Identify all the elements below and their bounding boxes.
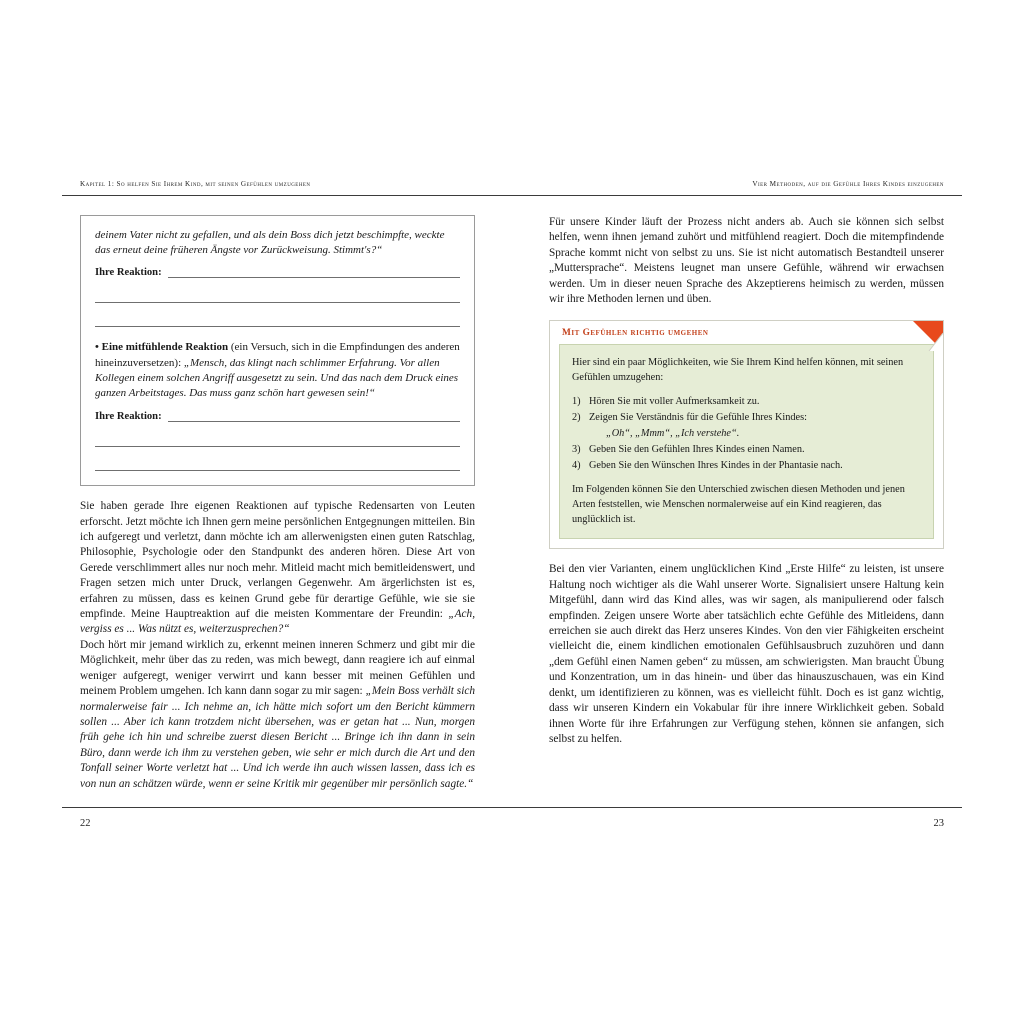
exercise-box <box>80 215 475 486</box>
right-page-column <box>549 215 944 747</box>
bullet-description: (ein Versuch, sich in die Empfindungen des anderen hineinzuversetzen): <box>95 341 460 369</box>
spread-content <box>62 170 962 845</box>
list-text: Zeigen Sie Verständnis für die Gefühle Ihres Kindes: <box>589 412 807 424</box>
reaction-label-1: Ihre Reaktion: <box>95 267 162 279</box>
reaction-label-2: Ihre Reaktion: <box>95 411 162 423</box>
reaction-write-line[interactable] <box>95 458 460 472</box>
list-number: 4) <box>572 460 581 472</box>
tip-closing: Im Folgenden können Sie den Unterschied zwischen diesen Methoden und jenen Arten feststellen, wie Menschen normalerweise auf ein Kind reagieren, das unglücklich ist. <box>572 484 905 526</box>
list-number: 3) <box>572 444 581 456</box>
list-item <box>572 442 921 457</box>
reaction-write-line[interactable] <box>168 266 460 278</box>
reaction-write-line[interactable] <box>95 314 460 328</box>
tip-box-title: Mit Gefühlen richtig umgehen <box>562 328 709 339</box>
footer-rule-bottom <box>62 807 962 808</box>
tip-box <box>549 320 944 549</box>
bullet-quote: „Mensch, das klingt nach schlimmer Erfahrung. Vor allen Kollegen einem solchen Angriff ausgesetzt zu sein. Und das nach dem Druck eines ganzen Arbeitstages. Das muss ganz schön hart gewesen sein!“ <box>95 356 459 400</box>
left-page-column <box>80 215 475 792</box>
list-item <box>572 410 921 425</box>
running-head-left: Kapitel 1: So helfen Sie Ihrem Kind, mit seinen Gefühlen umzugehen <box>80 180 311 188</box>
left-quote-1: „Ach, vergiss es ... Was nützt es, weiterzusprechen?“ <box>80 608 476 636</box>
list-text: Hören Sie mit voller Aufmerksamkeit zu. <box>589 396 760 408</box>
tip-box-body <box>559 344 934 539</box>
reaction-write-line[interactable] <box>168 410 460 422</box>
compassionate-reaction-item <box>95 340 460 401</box>
list-item <box>572 394 921 409</box>
reaction-write-line[interactable] <box>95 289 460 303</box>
header-rule-top <box>62 195 962 196</box>
page-number-left: 22 <box>80 818 91 829</box>
right-paragraph-bottom: Bei den vier Varianten, einem unglücklichen Kind „Erste Hilfe“ zu leisten, ist unsere Haltung noch wichtiger als die Wahl unserer Worte. Signalisiert unsere Haltung kein Mitgefühl, dann wird das Kind alles, was wir sagen, als manipulierend oder falsch empfinden. Zeigen unsere Worte aber tatsächlich echte Gefühle des Mitleidens, dann erreichen sie auch direkt das Herz unseres Kindes. Von den vier Fähigkeiten erscheint vielleicht die, einem kindlichen emotionalen Gefühlsausbruch zuzuhören und dann „dem Gefühl einen Namen geben“ zu müssen, am schwierigsten. Man braucht Übung und Konzentration, um in das hinein- und über das hinauszuschauen, was ein Kind denkt, um identifizieren zu können, was es vielleicht fühlt. Doch es ist ganz wichtig, dass wir unseren Kindern ein Vokabular für ihre innere Wirklichkeit geben. Sobald ihnen Worte für ihre Erfahrungen zur Verfügung stehen, können sie anfangen, sich selbst zu helfen. <box>549 563 944 745</box>
tip-intro: Hier sind ein paar Möglichkeiten, wie Sie Ihrem Kind helfen können, mit seinen Gefühlen umzugehen: <box>572 357 904 384</box>
running-head-right: Vier Methoden, auf die Gefühle Ihres Kindes einzugehen <box>752 180 944 188</box>
left-quote-2: „Mein Boss verhält sich normalerweise fair ... Ich nehme an, ich hätte mich sofort um den Bericht kümmern sollen ... Aber ich kann trotzdem nicht übersehen, was er getan hat ... Nun, morgen früh gehe ich hin und schreibe zuerst diesen Bericht ... Bringe ich ihn dann in sein Büro, dann werde ich ihm zu verstehen geben, wie sehr er mich durch die Art und den Tonfall seiner Worte verletzt hat ... Und ich werde ihn auch wissen lassen, dass ich es von nun an schätzen würde, wenn er seine Kritik mir gegenüber mir persönlich sagte.“ <box>80 685 475 790</box>
bullet-heading: • Eine mitfühlende Reaktion <box>95 341 229 354</box>
list-number: 1) <box>572 396 581 408</box>
list-text: Geben Sie den Wünschen Ihres Kindes in der Phantasie nach. <box>589 460 843 472</box>
right-paragraph-top: Für unsere Kinder läuft der Prozess nicht anders ab. Auch sie können sich selbst helfen, wenn ihnen jemand zuhört und mitfühlend reagiert. Doch die mitempfindende Sprache kommt nicht von selbst zu uns. Sie ist nicht automatisch Bestandteil unserer „Muttersprache“. Meistens leugnet man unsere Gefühle, während wir erwachsen werden. Um in dieser neuen Sprache des Akzeptierens heimisch zu werden, müssen wir ihre Methoden lernen und üben. <box>549 216 944 306</box>
left-paragraph-2: Doch hört mir jemand wirklich zu, erkennt meinen inneren Schmerz und gibt mir die Möglichkeit, mehr über das zu reden, was mich bewegt, dann reagiere ich auf einmal weniger aufgeregt, weniger verwirrt und kann besser mit meinen Gefühlen und meinem Problem umgehen. Ich kann dann sogar zu mir sagen: „Mein Boss verhält sich normalerweise fair ... Ich nehme an, ich hätte mich sofort um den Bericht kümmern sollen ... Aber ich kann trotzdem nicht übersehen, was er getan hat ... Nun, morgen früh gehe ich hin und schreibe zuerst diesen Bericht ... Bringe ich ihn dann in sein Büro, dann werde ich ihm zu verstehen geben, wie sehr er mich durch die Art und den Tonfall seiner Worte verletzt hat ... Und ich werde ihn auch wissen lassen, dass ich es von nun an schätzen würde, wenn er seine Kritik mir gegenüber mir persönlich sagte.“ <box>80 638 475 790</box>
left-paragraph-1: Sie haben gerade Ihre eigenen Reaktionen auf typische Redensarten von Leuten erforscht. Jetzt möchte ich Ihnen gern meine persönlichen Entgegnungen mitteilen. Bin ich aufgeregt und verletzt, dann möchte ich am allerwenigsten einen guten Ratschlag, Philosophie, Psychologie oder den Standpunkt des anderen hören. Diese Art von Gerede verschlimmert alles nur noch mehr. Mitleid macht mich bemitleidenswert, und Fragen setzen mich unter Druck, verlangen Gegenwehr. Am ärgerlichsten ist es, erfahren zu müssen, dass es keinen Grund gebe für derartige Gefühle, wie sie sie empfinde. Meine Hauptreaktion auf die meisten Kommentare der Freundin: „Ach, vergiss es ... Was nützt es, weiterzusprechen?“ <box>80 500 476 636</box>
list-item <box>572 458 921 473</box>
page-number-right: 23 <box>933 818 944 829</box>
tip-method-list <box>572 394 921 473</box>
corner-fold-icon <box>913 321 943 351</box>
list-text: Geben Sie den Gefühlen Ihres Kindes einen Namen. <box>589 444 805 456</box>
list-item-examples: „Oh“, „Mmm“, „Ich verstehe“. <box>606 428 740 440</box>
reaction-write-line[interactable] <box>95 433 460 447</box>
list-number: 2) <box>572 412 581 424</box>
exercise-lead-text: deinem Vater nicht zu gefallen, und als dein Boss dich jetzt beschimpfte, weckte das erneut deine früheren Ängste vor Zurückweisung. Stimmt's?“ <box>95 229 445 257</box>
